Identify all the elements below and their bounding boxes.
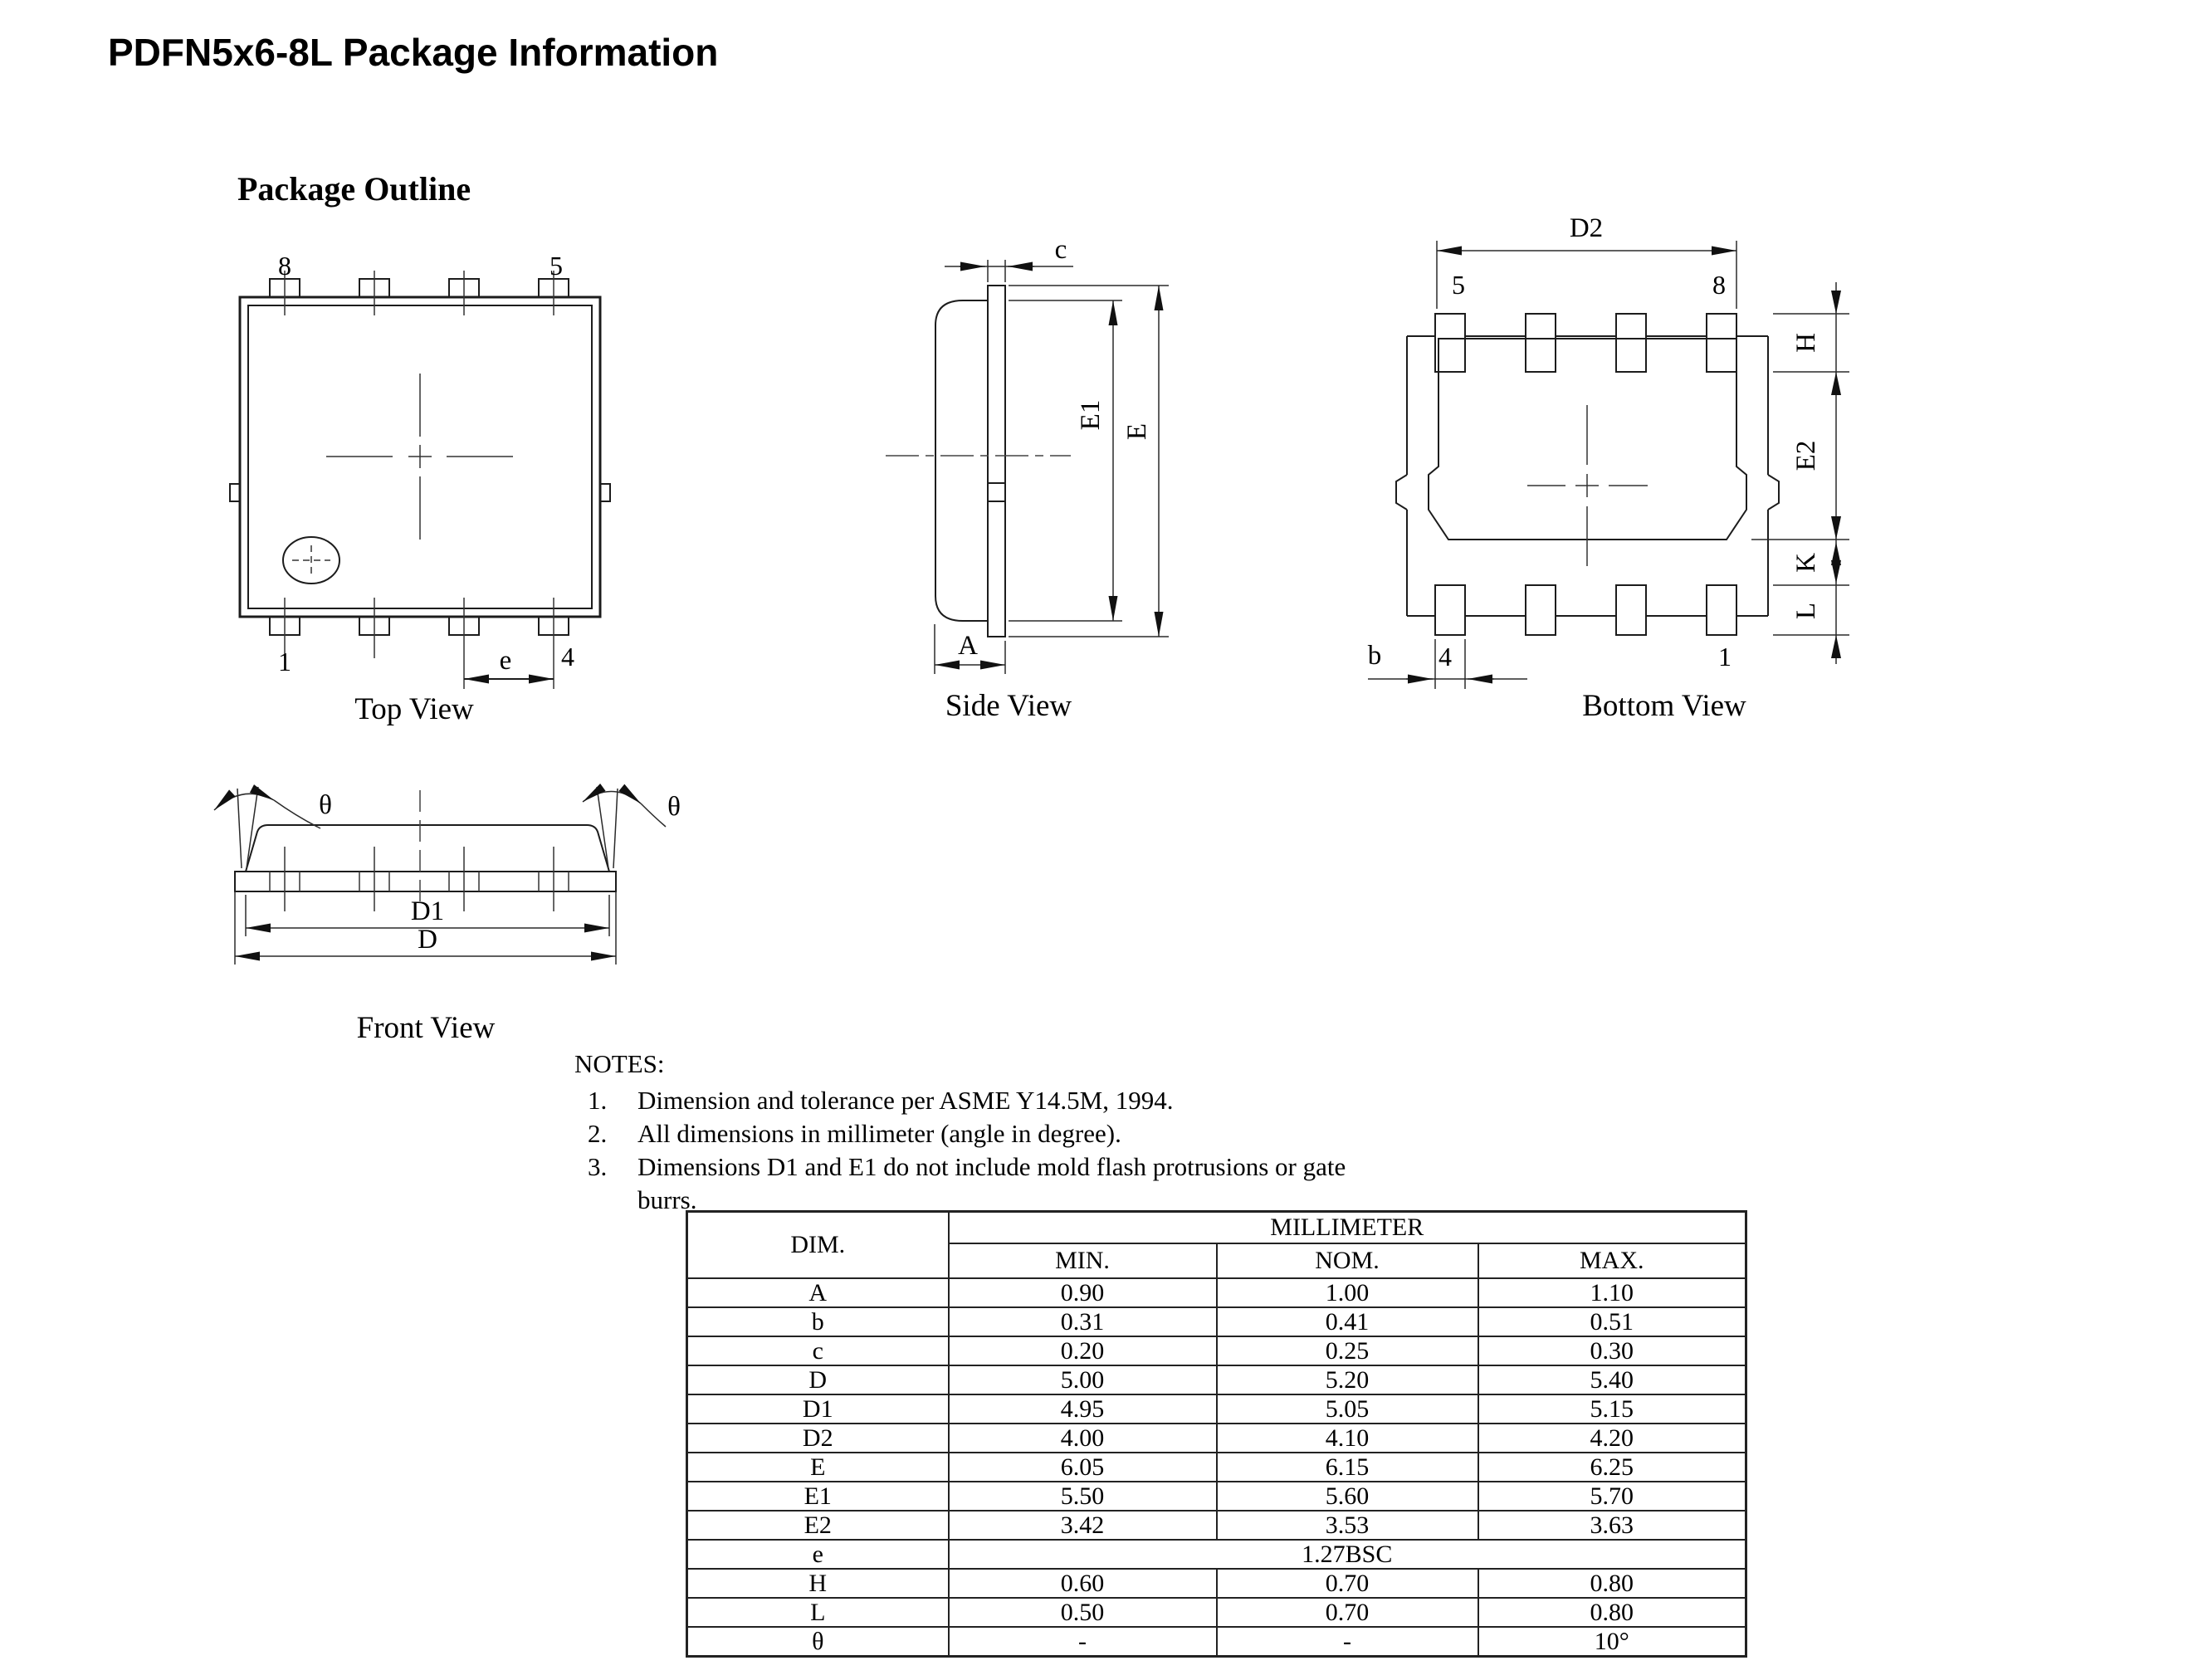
dim-cell: E1 xyxy=(687,1482,949,1511)
dim-cell: b xyxy=(687,1307,949,1336)
table-row xyxy=(687,1307,1746,1336)
theta-left-annotation xyxy=(214,787,320,868)
dim-cell: L xyxy=(687,1598,949,1627)
dim-cell: D xyxy=(687,1365,949,1394)
front-view-lead-strip xyxy=(235,872,616,891)
bottom-view-label: Bottom View xyxy=(1582,689,1746,723)
nom-cell: 0.41 xyxy=(1217,1307,1478,1336)
pin-4-label: 4 xyxy=(561,642,574,672)
min-column-header: MIN. xyxy=(949,1243,1217,1278)
notes-heading: NOTES: xyxy=(574,1049,665,1078)
note-item xyxy=(588,1150,1404,1217)
pin1-indicator xyxy=(283,537,339,584)
top-view-label: Top View xyxy=(354,692,474,726)
side-view-label: Side View xyxy=(945,689,1072,723)
max-cell: 3.63 xyxy=(1478,1511,1746,1540)
min-cell: 0.20 xyxy=(949,1336,1217,1365)
top-view-center-mark xyxy=(326,374,513,540)
dim-k-label: K xyxy=(1791,553,1821,573)
max-cell: 0.80 xyxy=(1478,1569,1746,1598)
max-cell: 10° xyxy=(1478,1627,1746,1657)
dimension-table xyxy=(686,1210,1747,1658)
dim-b-label: b xyxy=(1367,641,1382,671)
nom-cell: 1.00 xyxy=(1217,1278,1478,1307)
bottom-view-top-pads xyxy=(1435,314,1736,372)
section-heading: Package Outline xyxy=(237,170,471,208)
nom-cell: 5.05 xyxy=(1217,1394,1478,1424)
table-row xyxy=(687,1336,1746,1365)
note-text: All dimensions in millimeter (angle in degree). xyxy=(637,1119,1121,1148)
table-row xyxy=(687,1278,1746,1307)
top-view-pin-centerlines xyxy=(285,271,554,689)
dim-e2-label: E2 xyxy=(1791,440,1821,471)
bottom-pin-4-label: 4 xyxy=(1438,642,1452,672)
dim-l-label: L xyxy=(1791,602,1821,620)
min-cell: 4.00 xyxy=(949,1424,1217,1453)
table-row xyxy=(687,1453,1746,1482)
top-view-right-tab xyxy=(600,484,610,501)
dim-cell: θ xyxy=(687,1627,949,1657)
table-row xyxy=(687,1365,1746,1394)
side-view-drawing xyxy=(886,260,1169,674)
min-cell: 0.90 xyxy=(949,1278,1217,1307)
nom-column-header: NOM. xyxy=(1217,1243,1478,1278)
note-text: Dimension and tolerance per ASME Y14.5M, 1994. xyxy=(637,1086,1174,1115)
table-row xyxy=(687,1627,1746,1657)
front-view-body xyxy=(246,825,609,872)
table-row xyxy=(687,1569,1746,1598)
dim-c-label: c xyxy=(1054,235,1067,265)
bottom-pin-8-label: 8 xyxy=(1712,270,1726,300)
nom-cell: 4.10 xyxy=(1217,1424,1478,1453)
dim-column-header: DIM. xyxy=(687,1212,949,1279)
dim-e-side-label: E xyxy=(1122,422,1152,441)
min-cell: 6.05 xyxy=(949,1453,1217,1482)
nom-cell: 3.53 xyxy=(1217,1511,1478,1540)
table-header-row xyxy=(687,1212,1746,1244)
dim-d2 xyxy=(1437,241,1736,309)
nom-cell: - xyxy=(1217,1627,1478,1657)
table-row xyxy=(687,1540,1746,1569)
dim-a-label: A xyxy=(958,631,978,661)
nom-cell: 0.70 xyxy=(1217,1569,1478,1598)
dim-cell: e xyxy=(687,1540,949,1569)
dim-e1 xyxy=(1009,300,1122,621)
note-item xyxy=(588,1084,1404,1117)
bottom-view-drawing xyxy=(1368,241,1849,689)
dim-cell: D2 xyxy=(687,1424,949,1453)
max-column-header: MAX. xyxy=(1478,1243,1746,1278)
table-row xyxy=(687,1598,1746,1627)
max-cell: 0.51 xyxy=(1478,1307,1746,1336)
min-cell: 5.50 xyxy=(949,1482,1217,1511)
theta-right-label: θ xyxy=(667,792,681,822)
table-row xyxy=(687,1394,1746,1424)
min-cell: 4.95 xyxy=(949,1394,1217,1424)
top-view-bottom-pins xyxy=(270,617,569,635)
max-cell: 5.15 xyxy=(1478,1394,1746,1424)
table-row xyxy=(687,1424,1746,1453)
max-cell: 0.30 xyxy=(1478,1336,1746,1365)
unit-column-header: MILLIMETER xyxy=(949,1212,1746,1244)
dim-cell: H xyxy=(687,1569,949,1598)
dim-d-label: D xyxy=(418,925,437,955)
min-cell: 0.60 xyxy=(949,1569,1217,1598)
side-view-body xyxy=(935,300,988,621)
table-row xyxy=(687,1511,1746,1540)
pin-1-label: 1 xyxy=(278,647,291,676)
dim-e-label: e xyxy=(499,646,512,676)
top-view-drawing xyxy=(230,271,610,689)
min-cell: - xyxy=(949,1627,1217,1657)
dim-cell: D1 xyxy=(687,1394,949,1424)
note-number: 3. xyxy=(588,1152,608,1181)
side-view-lead-strip xyxy=(988,286,1005,637)
dim-e1-label: E1 xyxy=(1076,399,1106,431)
dim-h-label: H xyxy=(1791,333,1821,353)
dim-cell: E xyxy=(687,1453,949,1482)
max-cell: 5.40 xyxy=(1478,1365,1746,1394)
dim-cell: E2 xyxy=(687,1511,949,1540)
page-title: PDFN5x6-8L Package Information xyxy=(108,31,719,74)
bottom-pin-1-label: 1 xyxy=(1718,642,1732,672)
dim-cell: A xyxy=(687,1278,949,1307)
bottom-view-bottom-pads xyxy=(1435,585,1736,635)
nom-cell: 5.20 xyxy=(1217,1365,1478,1394)
front-view-label: Front View xyxy=(356,1011,496,1045)
top-view-left-tab xyxy=(230,484,240,501)
note-number: 1. xyxy=(588,1086,608,1115)
nom-cell: 5.60 xyxy=(1217,1482,1478,1511)
note-item xyxy=(588,1117,1404,1150)
max-cell: 1.10 xyxy=(1478,1278,1746,1307)
theta-left-label: θ xyxy=(319,790,332,820)
pin-5-label: 5 xyxy=(550,251,563,281)
note-text: Dimensions D1 and E1 do not include mold flash protrusions or gate burrs. xyxy=(637,1152,1346,1214)
nom-cell: 6.15 xyxy=(1217,1453,1478,1482)
table-row xyxy=(687,1482,1746,1511)
max-cell: 4.20 xyxy=(1478,1424,1746,1453)
pin-8-label: 8 xyxy=(278,251,291,281)
notes-block xyxy=(574,1049,1404,1217)
max-cell: 6.25 xyxy=(1478,1453,1746,1482)
dim-d1-label: D1 xyxy=(410,896,445,926)
front-view-drawing xyxy=(214,787,666,965)
span-cell: 1.27BSC xyxy=(949,1540,1746,1569)
min-cell: 3.42 xyxy=(949,1511,1217,1540)
dim-e-side xyxy=(1009,286,1169,637)
nom-cell: 0.70 xyxy=(1217,1598,1478,1627)
top-view-top-pins xyxy=(270,279,569,297)
nom-cell: 0.25 xyxy=(1217,1336,1478,1365)
note-number: 2. xyxy=(588,1119,608,1148)
dim-cell: c xyxy=(687,1336,949,1365)
max-cell: 5.70 xyxy=(1478,1482,1746,1511)
min-cell: 0.31 xyxy=(949,1307,1217,1336)
min-cell: 5.00 xyxy=(949,1365,1217,1394)
max-cell: 0.80 xyxy=(1478,1598,1746,1627)
bottom-view-center-mark xyxy=(1527,405,1648,566)
min-cell: 0.50 xyxy=(949,1598,1217,1627)
dim-d2-label: D2 xyxy=(1569,213,1604,243)
bottom-pin-5-label: 5 xyxy=(1452,270,1465,300)
